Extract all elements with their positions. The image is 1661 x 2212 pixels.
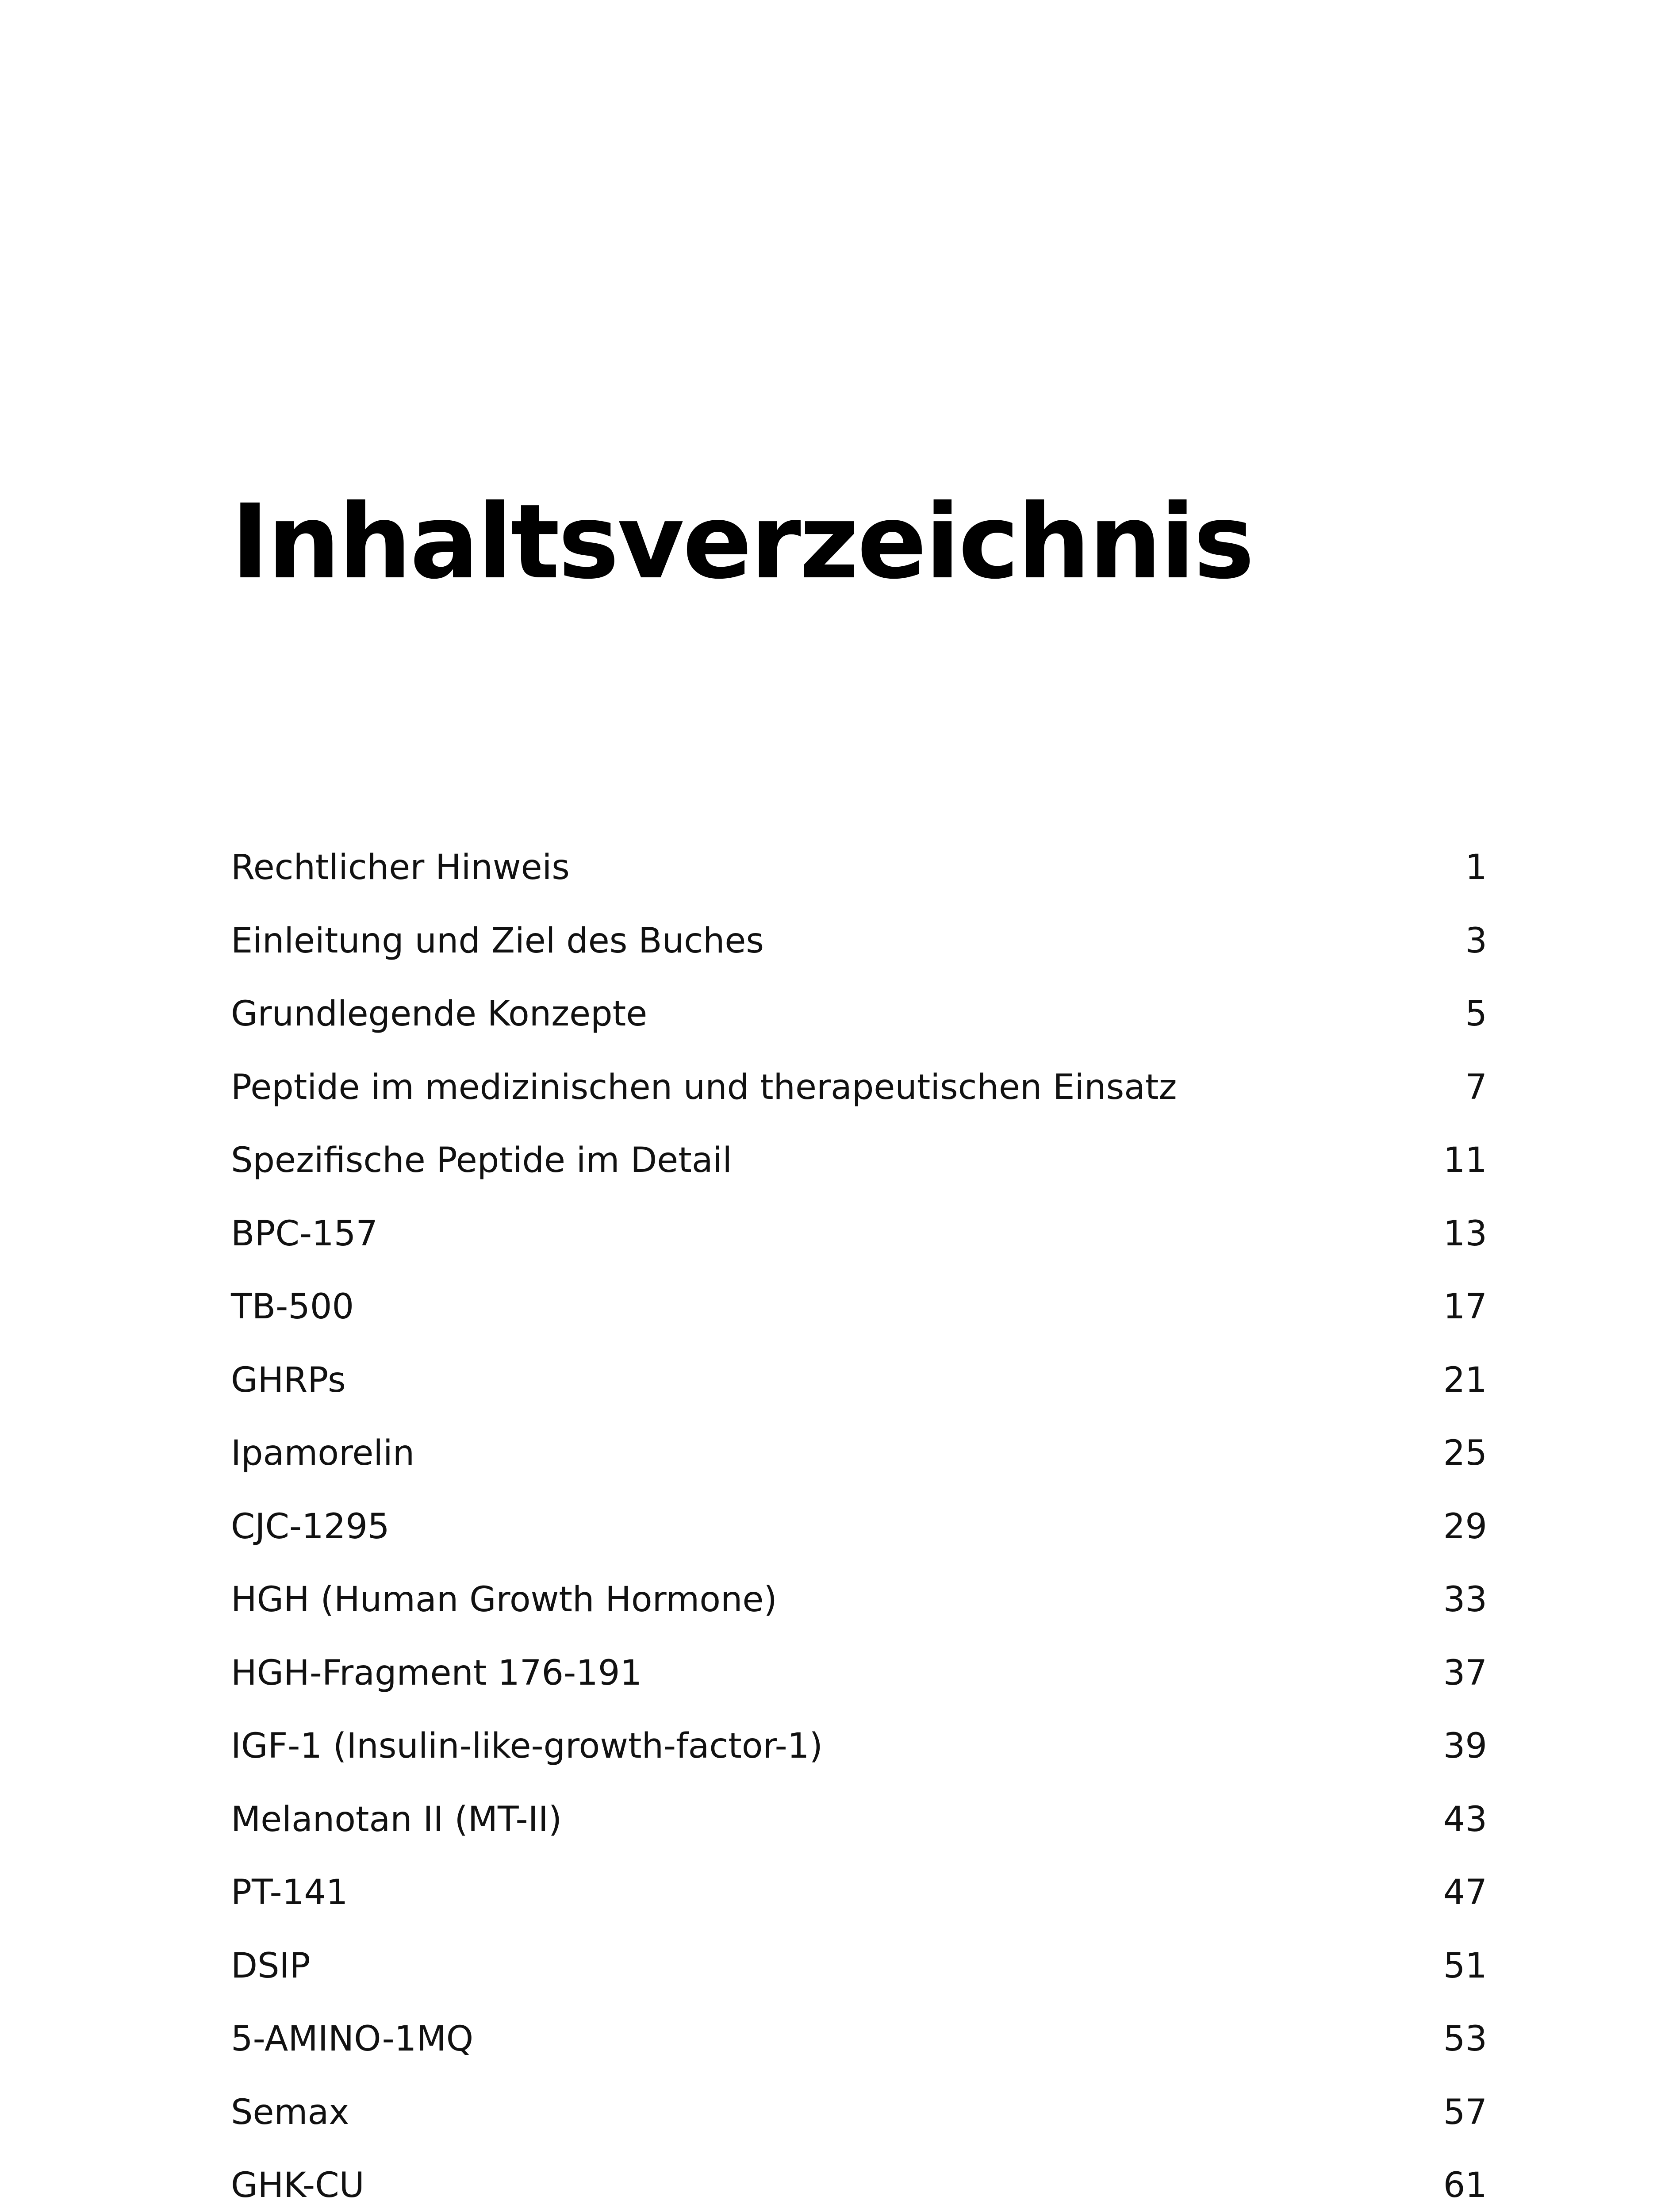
toc-entry-page-number: 29: [1443, 1506, 1487, 1547]
toc-entry-page-number: 1: [1465, 848, 1487, 887]
toc-entry-page-number: 57: [1443, 2092, 1487, 2132]
toc-entry-page-number: 13: [1443, 1214, 1487, 1254]
toc-entry-hgh: [231, 1569, 1487, 1642]
toc-entry-title: GHRPs: [231, 1360, 346, 1400]
page-title: Inhaltsverzeichnis: [231, 482, 1253, 602]
toc-entry-title: Einleitung und Ziel des Buches: [231, 921, 764, 961]
table-of-contents: [231, 837, 1487, 2212]
toc-entry-tb-500: [231, 1276, 1487, 1349]
toc-entry-page-number: 43: [1443, 1799, 1487, 1839]
toc-entry-page-number: 11: [1443, 1141, 1487, 1180]
toc-entry-title: Peptide im medizinischen und therapeutischen Einsatz: [231, 1067, 1177, 1107]
toc-entry-spezifische-peptide: [231, 1129, 1487, 1203]
toc-entry-hgh-fragment: [231, 1642, 1487, 1716]
toc-entry-dsip: [231, 1935, 1487, 2008]
toc-entry-rechtlicher-hinweis: [231, 837, 1487, 910]
toc-entry-title: Semax: [231, 2092, 349, 2132]
toc-entry-peptide-einsatz: [231, 1056, 1487, 1130]
toc-entry-semax: [231, 2081, 1487, 2155]
toc-entry-page-number: 21: [1443, 1360, 1487, 1400]
toc-entry-title: Rechtlicher Hinweis: [231, 848, 570, 887]
toc-entry-page-number: 3: [1465, 921, 1487, 961]
toc-entry-page-number: 61: [1443, 2166, 1487, 2205]
toc-entry-title: Grundlegende Konzepte: [231, 994, 648, 1034]
toc-entry-title: Spezifische Peptide im Detail: [231, 1141, 733, 1180]
toc-entry-page-number: 17: [1443, 1287, 1487, 1327]
toc-entry-cjc-1295: [231, 1496, 1487, 1569]
toc-entry-page-number: 7: [1465, 1067, 1487, 1107]
toc-entry-title: CJC-1295: [231, 1506, 390, 1547]
toc-entry-title: Ipamorelin: [231, 1433, 415, 1473]
toc-entry-title: BPC-157: [231, 1214, 378, 1254]
toc-entry-page-number: 53: [1443, 2019, 1487, 2059]
toc-entry-title: IGF-1 (Insulin-like-growth-factor-1): [231, 1726, 823, 1766]
toc-entry-page-number: 51: [1443, 1946, 1487, 1986]
toc-entry-page-number: 25: [1443, 1433, 1487, 1473]
toc-entry-title: 5-AMINO-1MQ: [231, 2019, 474, 2059]
toc-entry-page-number: 37: [1443, 1653, 1487, 1693]
toc-entry-page-number: 33: [1443, 1580, 1487, 1620]
toc-entry-5-amino-1mq: [231, 2008, 1487, 2081]
toc-entry-title: Melanotan II (MT-II): [231, 1799, 562, 1839]
toc-entry-title: TB-500: [231, 1287, 354, 1327]
toc-entry-title: DSIP: [231, 1946, 311, 1986]
toc-entry-page-number: 47: [1443, 1873, 1487, 1912]
toc-entry-ghrps: [231, 1349, 1487, 1423]
toc-entry-title: HGH-Fragment 176-191: [231, 1653, 642, 1693]
toc-entry-title: PT-141: [231, 1873, 348, 1912]
toc-entry-title: HGH (Human Growth Hormone): [231, 1580, 777, 1620]
toc-entry-pt-141: [231, 1862, 1487, 1935]
toc-entry-einleitung: [231, 910, 1487, 983]
toc-entry-ghk-cu: [231, 2154, 1487, 2212]
toc-entry-page-number: 5: [1465, 994, 1487, 1034]
toc-entry-igf-1: [231, 1715, 1487, 1789]
toc-entry-ipamorelin: [231, 1422, 1487, 1496]
toc-entry-grundlegende-konzepte: [231, 983, 1487, 1056]
toc-entry-melanotan-ii: [231, 1789, 1487, 1862]
toc-entry-bpc-157: [231, 1203, 1487, 1276]
toc-entry-title: GHK-CU: [231, 2166, 364, 2205]
toc-entry-page-number: 39: [1443, 1726, 1487, 1766]
